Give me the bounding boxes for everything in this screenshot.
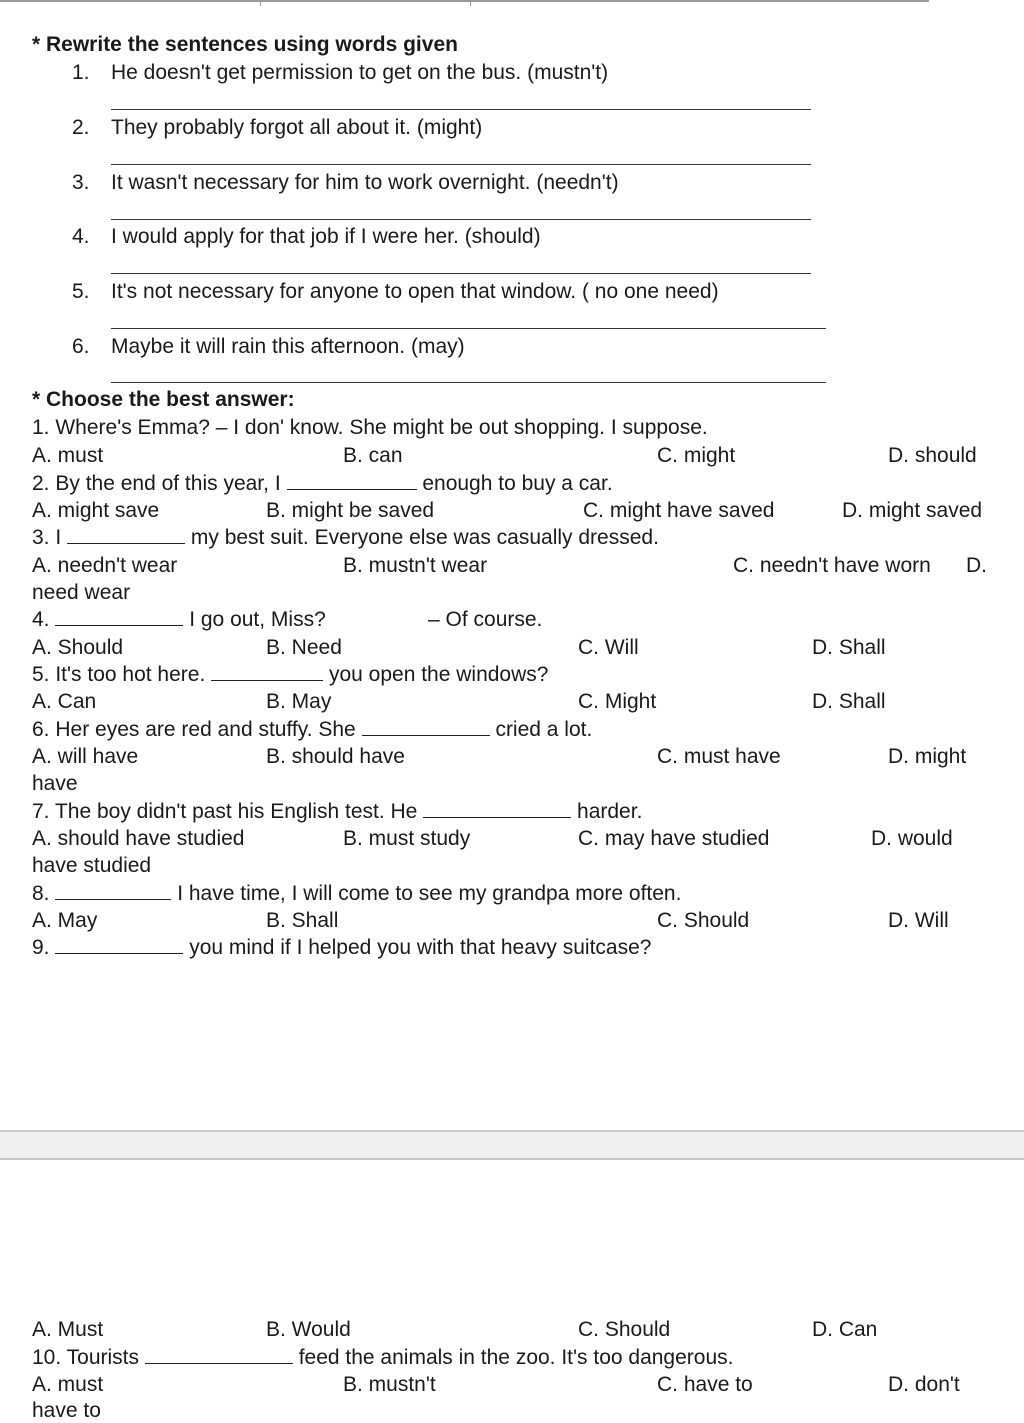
option-b[interactable]: B. May xyxy=(266,690,332,713)
option-d[interactable]: D. Will xyxy=(888,909,949,932)
rewrite-sentence: He doesn't get permission to get on the bus. (mustn't) xyxy=(111,61,609,84)
option-b[interactable]: B. can xyxy=(343,444,403,467)
question-reply: – Of course. xyxy=(428,608,543,631)
question-text: 7. The boy didn't past his English test. He xyxy=(32,800,418,823)
question-text: you mind if I helped you with that heavy suitcase? xyxy=(189,936,652,959)
question-text: 8. xyxy=(32,882,50,905)
option-c[interactable]: C. Should xyxy=(578,1318,671,1341)
rewrite-sentence: I would apply for that job if I were her. (should) xyxy=(111,225,541,248)
answer-line[interactable] xyxy=(111,382,826,383)
answer-line[interactable] xyxy=(111,164,811,165)
option-b[interactable]: B. must study xyxy=(343,827,471,850)
top-tick xyxy=(260,0,261,6)
blank[interactable] xyxy=(145,1347,293,1364)
question-text: I have time, I will come to see my grandpa more often. xyxy=(177,882,682,905)
blank[interactable] xyxy=(55,937,183,954)
option-c[interactable]: C. may have studied xyxy=(578,827,770,850)
question-text: 5. It's too hot here. xyxy=(32,663,206,686)
option-a[interactable]: A. May xyxy=(32,909,98,932)
question-10 xyxy=(32,1346,733,1370)
option-c[interactable]: C. might have saved xyxy=(583,499,775,522)
question-4 xyxy=(32,608,326,632)
option-d[interactable]: D. xyxy=(966,554,987,577)
blank[interactable] xyxy=(55,609,183,626)
option-c[interactable]: C. Will xyxy=(578,636,639,659)
question-text: cried a lot. xyxy=(495,718,593,741)
question-1: 1. Where's Emma? – I don' know. She might be out shopping. I suppose. xyxy=(32,416,708,439)
option-c[interactable]: C. have to xyxy=(657,1373,753,1396)
answer-line[interactable] xyxy=(111,219,811,220)
page-gap xyxy=(0,1132,1024,1158)
question-2 xyxy=(32,472,613,496)
option-a[interactable]: A. must xyxy=(32,1373,104,1396)
option-b[interactable]: B. should have xyxy=(266,745,405,768)
question-text: 9. xyxy=(32,936,50,959)
question-9 xyxy=(32,936,651,960)
blank[interactable] xyxy=(55,883,171,900)
question-text: my best suit. Everyone else was casually dressed. xyxy=(190,526,659,549)
question-text: I go out, Miss? xyxy=(189,608,326,631)
rewrite-sentence: It's not necessary for anyone to open that window. ( no one need) xyxy=(111,280,719,303)
option-c[interactable]: C. Might xyxy=(578,690,657,713)
blank[interactable] xyxy=(423,801,571,818)
item-number: 6. xyxy=(72,335,90,358)
question-6 xyxy=(32,718,592,742)
option-d[interactable]: D. Shall xyxy=(812,636,886,659)
question-8 xyxy=(32,882,681,906)
option-d[interactable]: D. should xyxy=(888,444,977,467)
option-a[interactable]: A. might save xyxy=(32,499,160,522)
option-d[interactable]: D. would xyxy=(871,827,953,850)
question-text: 4. xyxy=(32,608,50,631)
answer-line[interactable] xyxy=(111,109,811,110)
option-b[interactable]: B. mustn't wear xyxy=(343,554,488,577)
question-text: 6. Her eyes are red and stuffy. She xyxy=(32,718,356,741)
option-c[interactable]: C. Should xyxy=(657,909,750,932)
option-b[interactable]: B. Need xyxy=(266,636,342,659)
top-tick xyxy=(470,0,471,6)
blank[interactable] xyxy=(211,664,323,681)
option-c[interactable]: C. needn't have worn xyxy=(733,554,931,577)
page-separator xyxy=(0,1158,1024,1160)
option-d[interactable]: D. Shall xyxy=(812,690,886,713)
option-d[interactable]: D. Can xyxy=(812,1318,878,1341)
option-a[interactable]: A. Must xyxy=(32,1318,104,1341)
option-d[interactable]: D. don't xyxy=(888,1373,960,1396)
question-text: feed the animals in the zoo. It's too dangerous. xyxy=(298,1346,734,1369)
option-d-continued[interactable]: have studied xyxy=(32,854,152,877)
option-d-continued[interactable]: need wear xyxy=(32,581,131,604)
question-text: 3. I xyxy=(32,526,62,549)
option-a[interactable]: A. should have studied xyxy=(32,827,245,850)
item-number: 5. xyxy=(72,280,90,303)
question-text: 10. Tourists xyxy=(32,1346,139,1369)
option-b[interactable]: B. mustn't xyxy=(343,1373,436,1396)
option-a[interactable]: A. Can xyxy=(32,690,97,713)
option-a[interactable]: A. must xyxy=(32,444,104,467)
question-3 xyxy=(32,526,659,550)
option-b[interactable]: B. might be saved xyxy=(266,499,435,522)
question-text: harder. xyxy=(577,800,643,823)
question-7 xyxy=(32,800,642,824)
blank[interactable] xyxy=(287,473,417,490)
item-number: 1. xyxy=(72,61,90,84)
rewrite-sentence: It wasn't necessary for him to work overnight. (needn't) xyxy=(111,171,619,194)
section-heading-choose: * Choose the best answer: xyxy=(32,388,295,411)
option-a[interactable]: A. needn't wear xyxy=(32,554,178,577)
option-c[interactable]: C. must have xyxy=(657,745,781,768)
answer-line[interactable] xyxy=(111,328,826,329)
answer-line[interactable] xyxy=(111,273,811,274)
item-number: 4. xyxy=(72,225,90,248)
option-d-continued[interactable]: have to xyxy=(32,1399,101,1422)
option-c[interactable]: C. might xyxy=(657,444,736,467)
section-heading-rewrite: * Rewrite the sentences using words given xyxy=(32,33,458,56)
option-d[interactable]: D. might xyxy=(888,745,967,768)
question-5 xyxy=(32,663,548,687)
blank[interactable] xyxy=(67,527,185,544)
item-number: 2. xyxy=(72,116,90,139)
option-d[interactable]: D. might saved xyxy=(842,499,983,522)
blank[interactable] xyxy=(362,719,490,736)
option-b[interactable]: B. Would xyxy=(266,1318,351,1341)
top-border xyxy=(0,0,929,2)
option-a[interactable]: A. will have xyxy=(32,745,139,768)
question-text: enough to buy a car. xyxy=(422,472,613,495)
rewrite-sentence: Maybe it will rain this afternoon. (may) xyxy=(111,335,465,358)
option-b[interactable]: B. Shall xyxy=(266,909,339,932)
option-d-continued[interactable]: have xyxy=(32,772,78,795)
option-a[interactable]: A. Should xyxy=(32,636,124,659)
item-number: 3. xyxy=(72,171,90,194)
question-text: 2. By the end of this year, I xyxy=(32,472,281,495)
question-text: you open the windows? xyxy=(328,663,549,686)
rewrite-sentence: They probably forgot all about it. (might) xyxy=(111,116,483,139)
